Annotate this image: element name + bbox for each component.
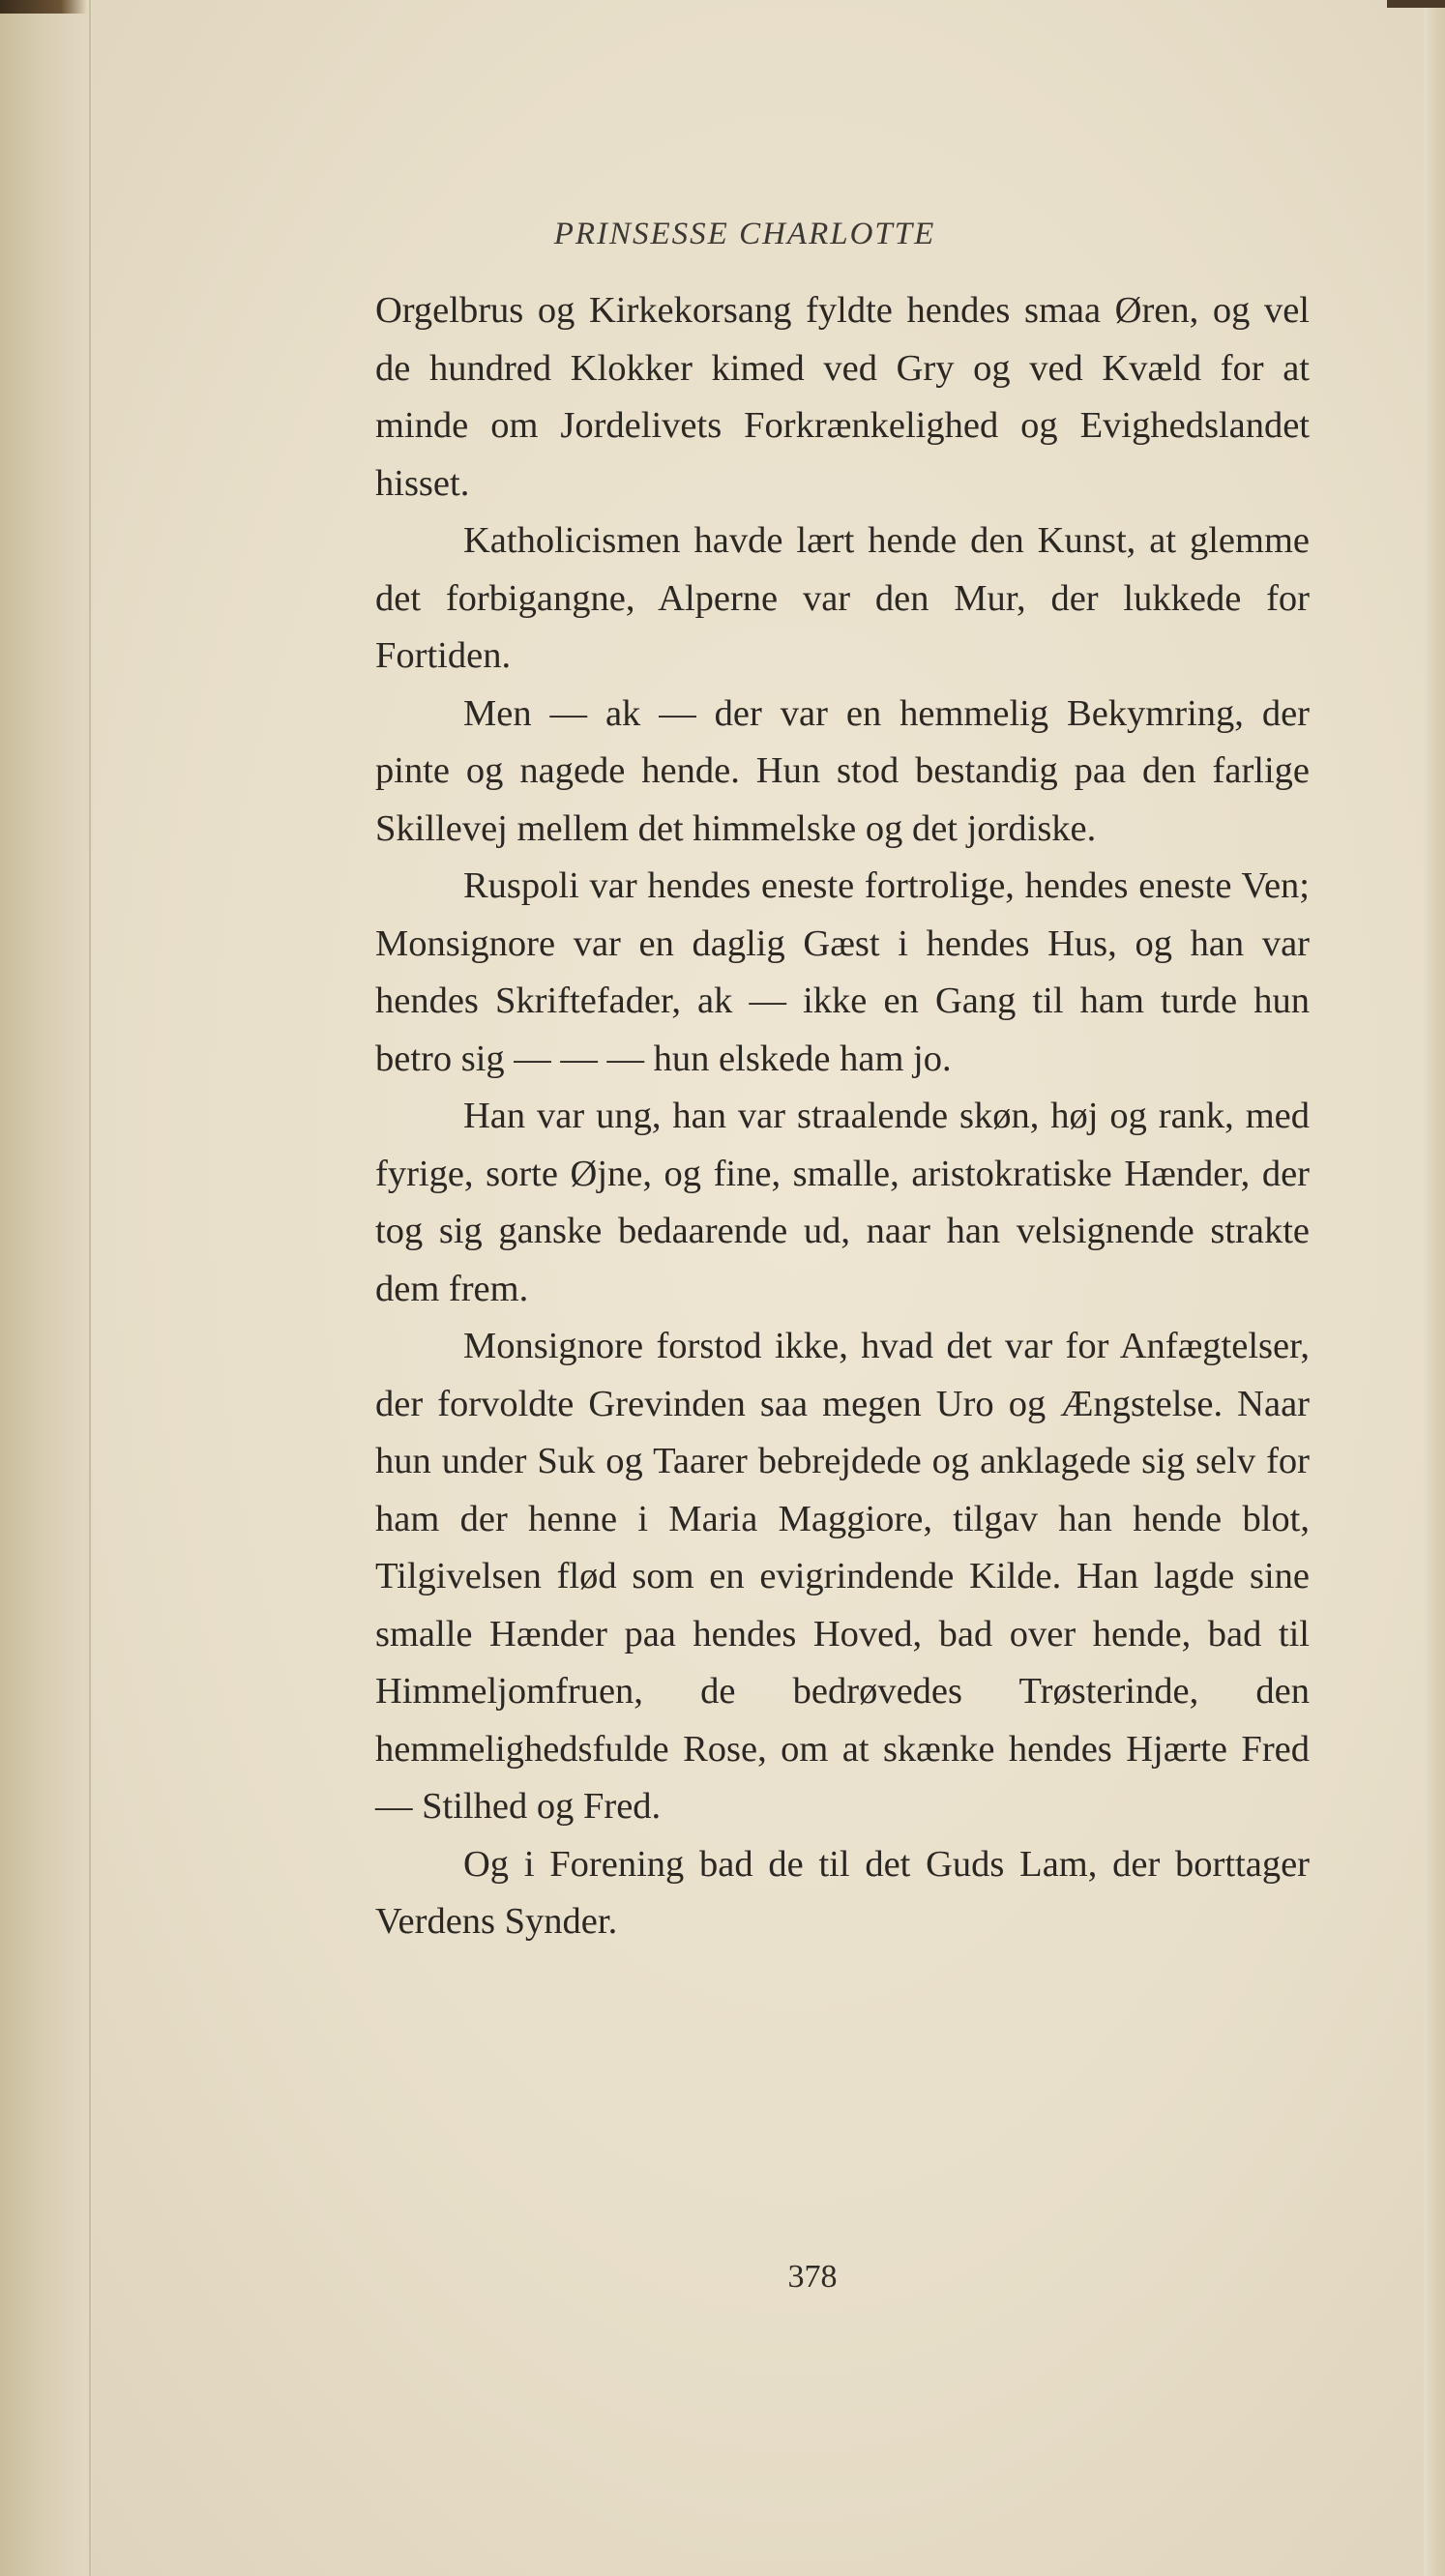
- page-gutter: [0, 0, 92, 2576]
- paragraph-1: Orgelbrus og Kirkekorsang fyldte hendes smaa Øren, og vel de hundred Klokker kimed ved Gry og ved Kvæld for at minde om Jordelivets Forkrænkelighed og Evighedslandet hisset.: [375, 290, 1310, 504]
- body-text: [375, 282, 1310, 1951]
- paragraph-5: Han var ung, han var straalende skøn, høj og rank, med fyrige, sorte Øjne, og fine, smalle, aristokratiske Hænder, der tog sig ganske bedaarende ud, naar han velsignende strakte dem frem.: [375, 1096, 1310, 1309]
- paragraph-7: Og i Forening bad de til det Guds Lam, der borttager Verdens Synder.: [375, 1843, 1310, 1942]
- page-right-edge: [1424, 0, 1445, 2576]
- top-left-edge-mark: [0, 0, 87, 14]
- running-head: PRINSESSE CHARLOTTE: [553, 217, 936, 251]
- page-number: 378: [787, 2259, 838, 2295]
- top-right-edge-mark: [1387, 0, 1445, 8]
- paragraph-3: Men — ak — der var en hemmelig Bekymring, der pinte og nagede hende. Hun stod bestandig paa den farlige Skillevej mellem det himmelske og det jordiske.: [375, 692, 1310, 849]
- paragraph-2: Katholicismen havde lært hende den Kunst, at glemme det forbigangne, Alperne var den Mur, der lukkede for Fortiden.: [375, 520, 1310, 676]
- paragraph-4: Ruspoli var hendes eneste fortrolige, hendes eneste Ven; Monsignore var en daglig Gæst i hendes Hus, og han var hendes Skriftefader, ak — ikke en Gang til ham turde hun betro sig — — — hun elskede ham jo.: [375, 865, 1310, 1079]
- gutter-fold-line: [89, 0, 91, 2576]
- paragraph-6: Monsignore forstod ikke, hvad det var for Anfægtelser, der forvoldte Grevinden saa megen Uro og Ængstelse. Naar hun under Suk og Taarer bebrejdede og anklagede sig selv for ham der henne i Maria Maggiore, tilgav han hende blot, Tilgivelsen flød som en evigrindende Kilde. Han lagde sine smalle Hænder paa hendes Hoved, bad over hende, bad til Himmeljomfruen, de bedrøvedes Trøsterinde, den hemmelighedsfulde Rose, om at skænke hendes Hjærte Fred — Stilhed og Fred.: [375, 1326, 1310, 1827]
